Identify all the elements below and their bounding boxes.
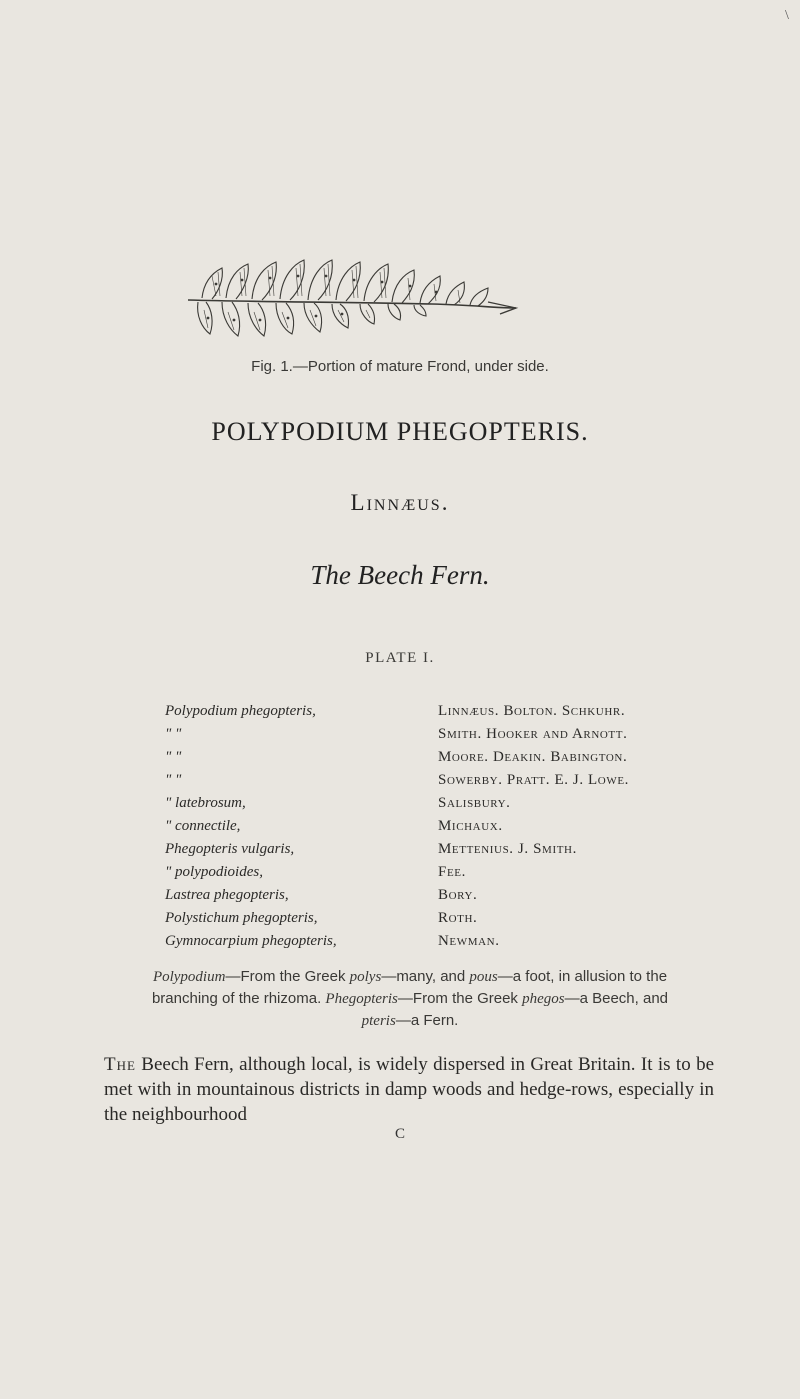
synonym-row [0, 818, 800, 842]
synonym-name: Gymnocarpium phegopteris, [165, 933, 337, 949]
body-paragraph [104, 1052, 714, 1127]
etym-term: Polypodium [152, 969, 226, 985]
synonym-authority: Michaux. [438, 818, 503, 834]
synonym-row [0, 772, 800, 796]
signature-mark: C [394, 1126, 405, 1142]
synonym-name: " connectile, [165, 818, 241, 834]
etym-text: —From the Greek [225, 968, 350, 985]
corner-mark: \ [785, 8, 789, 23]
synonym-authority: Linnæus. Bolton. Schkuhr. [438, 703, 626, 719]
author-name: Linnæus. [350, 490, 450, 515]
etym-term: pous [469, 969, 498, 985]
etym-text: —From the Greek [397, 990, 523, 1007]
etym-text: —many, and [381, 968, 470, 985]
synonym-row [0, 864, 800, 888]
synonym-name: Polypodium phegopteris, [165, 703, 316, 719]
body-text: Beech Fern, although local, is widely dispersed in Great Britain. It is to be met with in mountainous districts in damp woods and hedge-rows, especially in the neighbourhood [104, 1054, 714, 1125]
synonym-name: Phegopteris vulgaris, [165, 841, 295, 857]
etym-term: polys [349, 969, 382, 985]
synonym-name: " " [165, 726, 182, 742]
etym-term: pteris [361, 1013, 396, 1029]
synonym-authority: Smith. Hooker and Arnott. [438, 726, 628, 742]
figure-caption: Fig. 1.—Portion of mature Frond, under side. [251, 358, 549, 375]
lower-pinnae [198, 302, 426, 336]
synonym-authority: Newman. [438, 933, 500, 949]
synonym-name: " " [165, 749, 182, 765]
synonym-row [0, 910, 800, 934]
synonym-name: Lastrea phegopteris, [165, 887, 289, 903]
etym-term: phegos [522, 991, 565, 1007]
fern-frond-illustration [182, 258, 522, 338]
synonym-authority: Roth. [438, 910, 478, 926]
synonym-authority: Sowerby. Pratt. E. J. Lowe. [438, 772, 630, 788]
plate-label: PLATE I. [365, 650, 435, 666]
etym-term: Phegopteris [325, 991, 398, 1007]
synonym-authority: Mettenius. J. Smith. [438, 841, 577, 857]
synonym-authority: Bory. [438, 887, 478, 903]
synonym-authority: Fee. [438, 864, 466, 880]
etym-text: —a Beech, and [564, 990, 669, 1007]
synonym-row [0, 933, 800, 957]
sori-dots [207, 275, 438, 322]
synonym-row [0, 887, 800, 911]
synonym-authority: Salisbury. [438, 795, 511, 811]
synonym-name: " " [165, 772, 182, 788]
synonym-name: Polystichum phegopteris, [165, 910, 318, 926]
synonym-row [0, 841, 800, 865]
synonym-row [0, 703, 800, 727]
etym-text: —a foot, in allusion to the branching of the rhizoma. [151, 968, 668, 1007]
synonym-row [0, 726, 800, 750]
body-lead-word: The [104, 1054, 136, 1075]
etym-text: —a Fern. [395, 1012, 459, 1029]
etymology-note [140, 966, 680, 1032]
synonym-name: " latebrosum, [165, 795, 246, 811]
common-name: The Beech Fern. [310, 560, 490, 590]
synonym-row [0, 749, 800, 773]
page-title: POLYPODIUM PHEGOPTERIS. [211, 417, 589, 446]
synonym-row [0, 795, 800, 819]
synonym-authority: Moore. Deakin. Babington. [438, 749, 628, 765]
synonym-name: " polypodioides, [165, 864, 263, 880]
